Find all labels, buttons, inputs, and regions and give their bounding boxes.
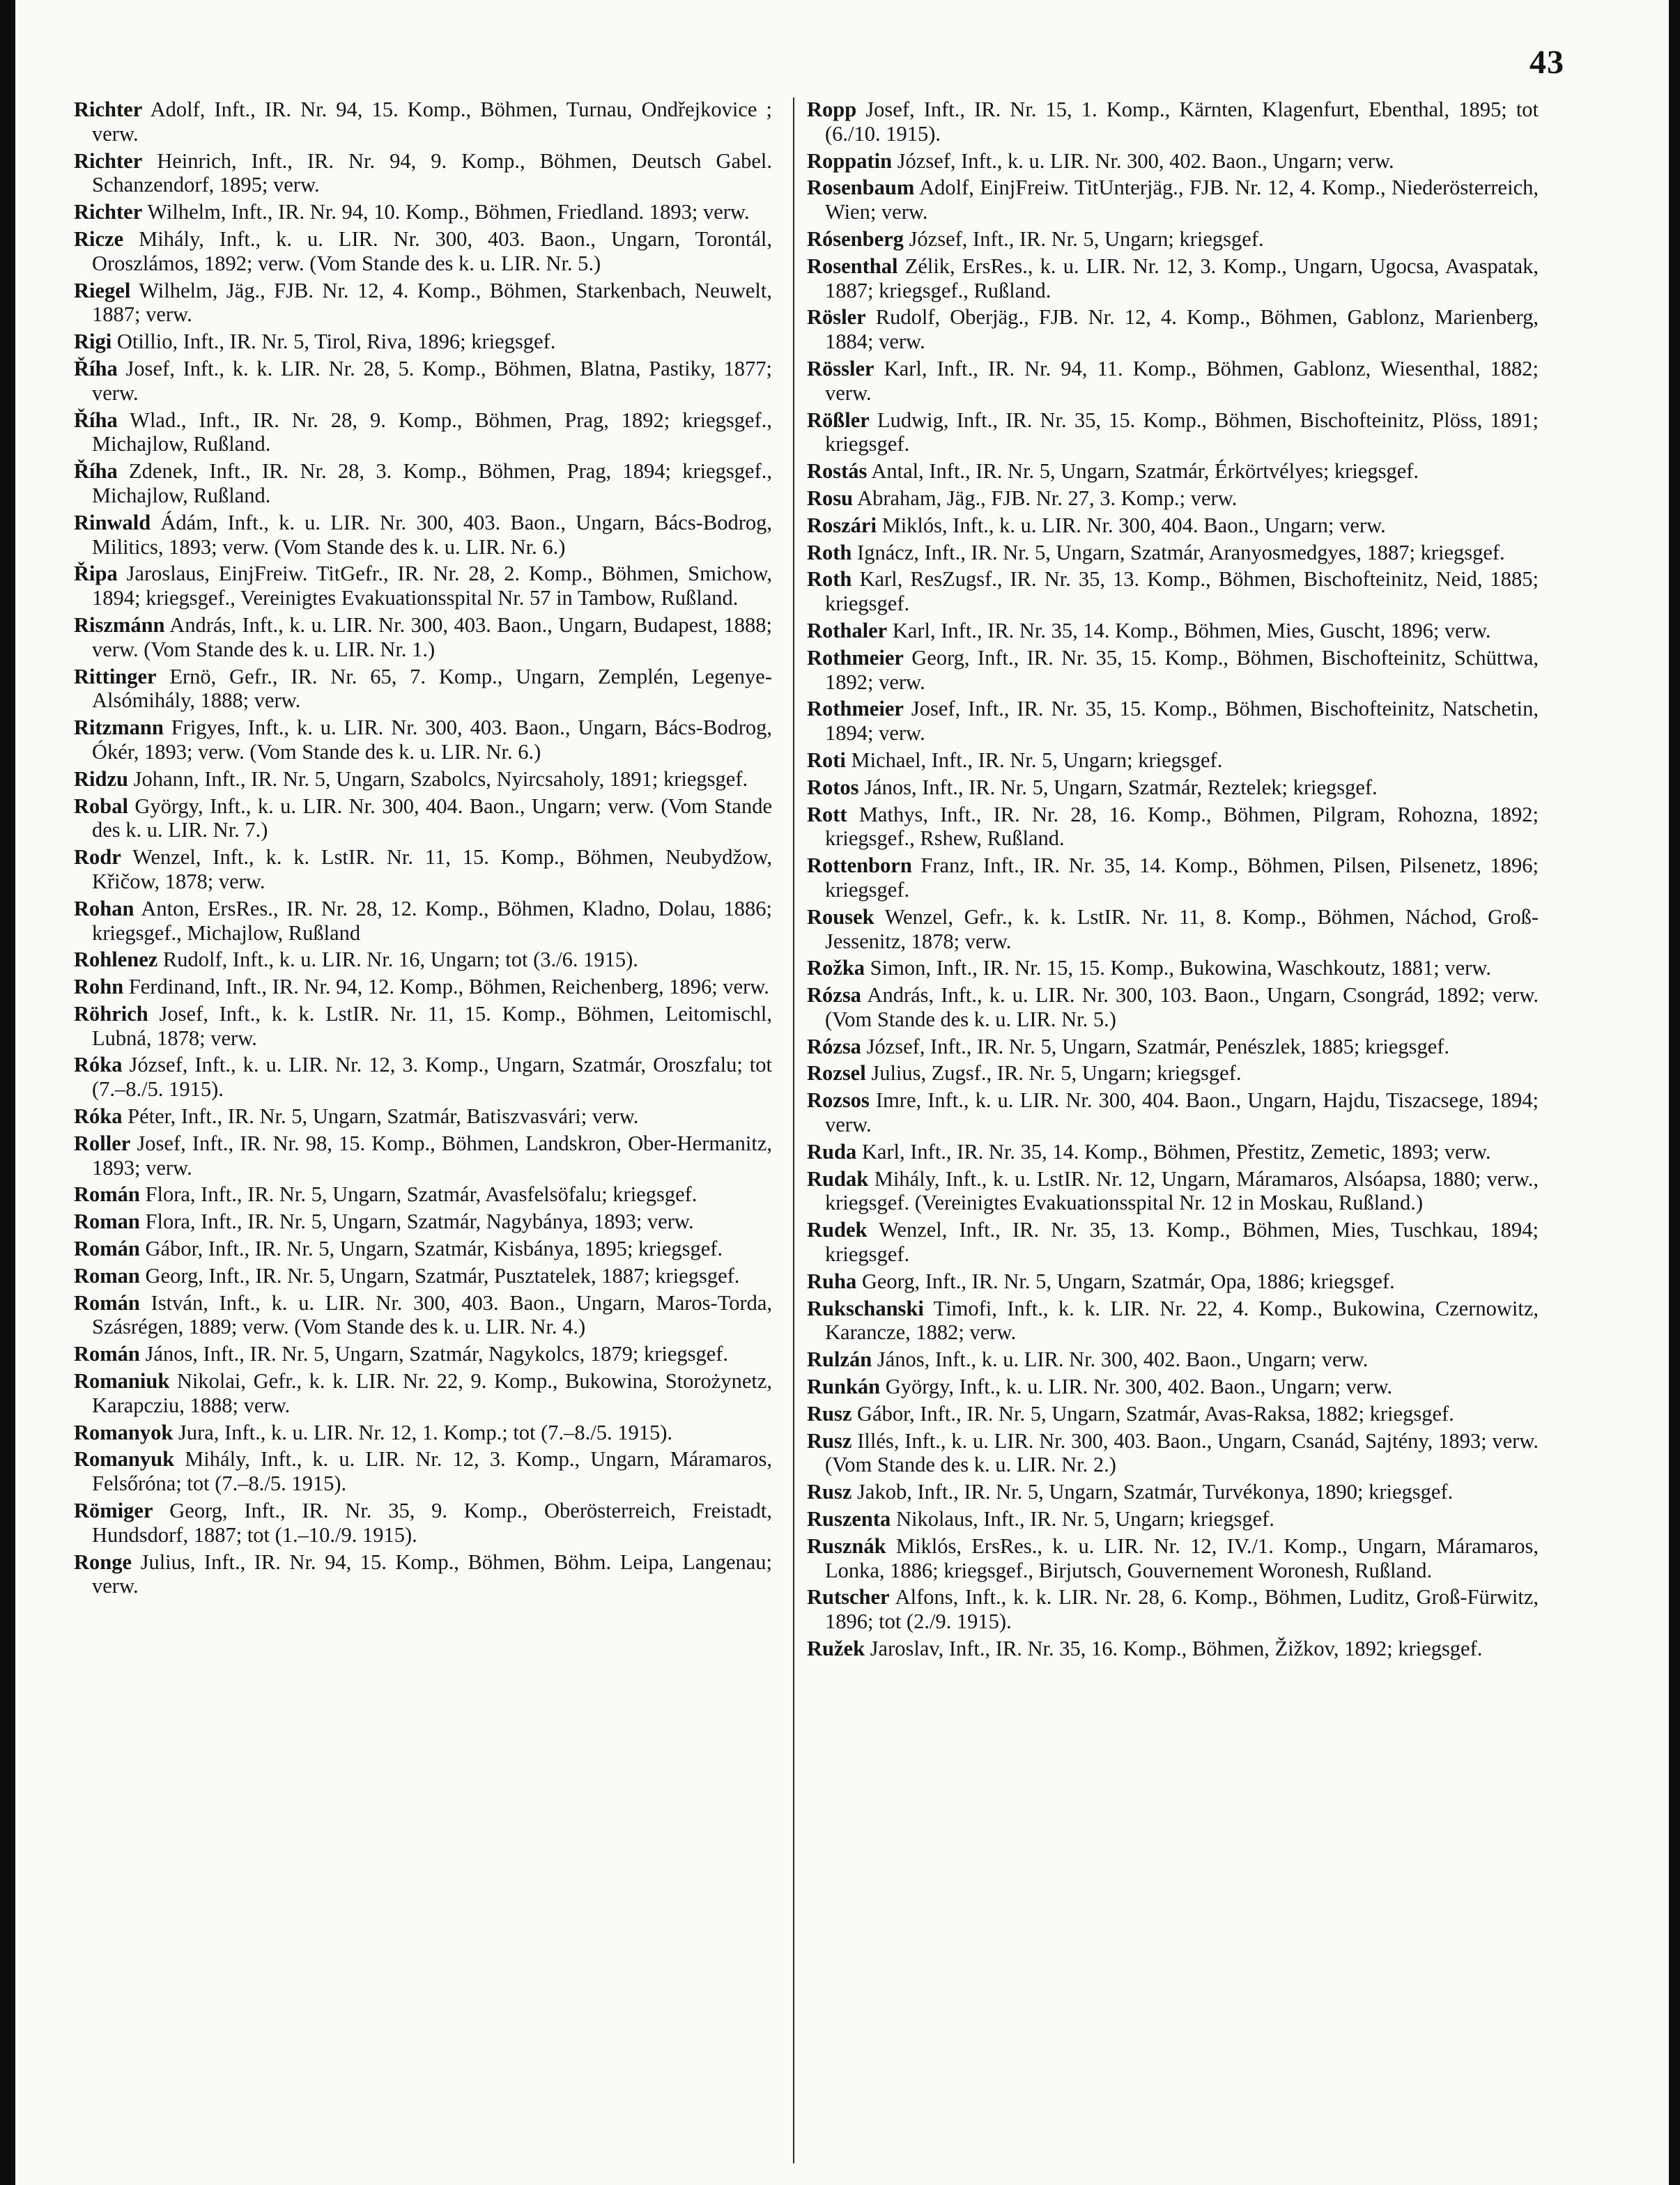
entry-details: Heinrich, Inft., IR. Nr. 94, 9. Komp., Böhmen, Deutsch Gabel. Schanzendorf, 1895; verw. (92, 148, 773, 197)
list-entry (74, 98, 772, 146)
list-entry (74, 897, 772, 945)
list-entry (807, 1218, 1539, 1267)
entry-surname: Roppatin (807, 148, 893, 173)
entry-details: Jaroslav, Inft., IR. Nr. 35, 16. Komp., Böhmen, Žižkov, 1892; kriegsgef. (870, 1637, 1483, 1661)
list-entry (807, 254, 1539, 303)
entry-surname: Rutscher (807, 1585, 890, 1609)
entry-surname: Rößler (807, 408, 870, 432)
list-entry (807, 748, 1539, 773)
list-entry (74, 1342, 772, 1366)
entry-details: Rudolf, Oberjäg., FJB. Nr. 12, 4. Komp., Böhmen, Gablonz, Marienberg, 1884; verw. (825, 305, 1539, 354)
list-entry (807, 956, 1539, 980)
list-entry (74, 716, 772, 764)
entry-details: Flora, Inft., IR. Nr. 5, Ungarn, Szatmár, Nagybánya, 1893; verw. (145, 1210, 694, 1234)
list-entry (74, 1264, 772, 1288)
entry-surname: Rösler (807, 305, 866, 330)
entry-details: Karl, ResZugsf., IR. Nr. 35, 13. Komp., Böhmen, Bischofteinitz, Neid, 1885; kriegsgef. (825, 567, 1539, 616)
entry-surname: Romanyuk (74, 1447, 175, 1472)
entry-surname: Rusznák (807, 1534, 886, 1558)
entry-surname: Roth (807, 540, 852, 564)
entry-details: Mihály, Inft., k. u. LIR. Nr. 12, 3. Komp., Ungarn, Máramaros, Felsőróna; tot (7.–8./5. 1915). (92, 1447, 772, 1496)
entry-surname: Rohlenez (74, 948, 158, 972)
entry-details: Gábor, Inft., IR. Nr. 5, Ungarn, Szatmár, Avas-Raksa, 1882; kriegsgef. (857, 1401, 1454, 1426)
entry-surname: Rozsos (807, 1088, 870, 1113)
list-entry (74, 1550, 772, 1599)
list-entry (74, 613, 772, 662)
list-entry (74, 1132, 772, 1180)
list-entry (807, 1269, 1539, 1294)
list-entry (807, 1534, 1539, 1583)
entry-surname: Román (74, 1342, 140, 1366)
entry-details: Georg, Inft., IR. Nr. 5, Ungarn, Szatmár, Pusztatelek, 1887; kriegsgef. (145, 1263, 740, 1288)
entry-surname: Ritzmann (74, 716, 164, 740)
entry-surname: Rothmeier (807, 645, 904, 670)
list-entry (807, 697, 1539, 746)
list-entry (807, 1035, 1539, 1059)
entry-details: Julius, Zugsf., IR. Nr. 5, Ungarn; kriegsgef. (871, 1061, 1242, 1086)
entry-surname: Román (74, 1237, 140, 1261)
list-entry (74, 1053, 772, 1102)
entry-surname: Riszmánn (74, 612, 165, 637)
left-column (74, 98, 772, 1601)
list-entry (807, 1061, 1539, 1086)
list-entry (807, 1297, 1539, 1345)
list-entry (74, 408, 772, 457)
entry-details: György, Inft., k. u. LIR. Nr. 300, 404. Baon., Ungarn; verw. (Vom Stande des k. u. LIR. Nr. 7.) (92, 794, 772, 842)
list-entry (74, 330, 772, 354)
entry-details: Zélik, ErsRes., k. u. LIR. Nr. 12, 3. Komp., Ungarn, Ugocsa, Avaspatak, 1887; kriegsgef., Rußland. (825, 254, 1539, 302)
list-entry (74, 149, 772, 198)
right-column (807, 98, 1539, 1664)
list-entry (74, 200, 772, 224)
entry-details: Karl, Inft., IR. Nr. 35, 14. Komp., Böhmen, Přestitz, Zemetic, 1893; verw. (861, 1139, 1491, 1164)
entry-surname: Rohn (74, 975, 124, 999)
entry-surname: Rosenthal (807, 254, 898, 278)
entry-surname: Rudek (807, 1218, 868, 1242)
entry-surname: Roman (74, 1210, 140, 1234)
entry-surname: Rudak (807, 1166, 869, 1191)
list-entry (74, 975, 772, 999)
entry-details: József, Inft., IR. Nr. 5, Ungarn, Szatmár, Penészlek, 1885; kriegsgef. (866, 1034, 1450, 1058)
entry-details: Johann, Inft., IR. Nr. 5, Ungarn, Szabolcs, Nyircsaholy, 1891; kriegsgef. (133, 766, 748, 791)
list-entry (74, 1210, 772, 1234)
entry-surname: Richter (74, 148, 143, 173)
entry-details: Zdenek, Inft., IR. Nr. 28, 3. Komp., Böhmen, Prag, 1894; kriegsgef., Michajlow, Rußland. (92, 459, 772, 507)
entry-details: Miklós, ErsRes., k. u. LIR. Nr. 12, IV./1. Komp., Ungarn, Máramaros, Lonka, 1886; kriegsgef., Birjutsch, Gouvernement Woronesh, Rußland. (825, 1534, 1539, 1582)
entry-surname: Říha (74, 459, 118, 484)
list-entry (807, 459, 1539, 484)
entry-surname: Richter (74, 98, 143, 121)
list-entry (74, 279, 772, 327)
list-entry (807, 357, 1539, 406)
entry-details: István, Inft., k. u. LIR. Nr. 300, 403. Baon., Ungarn, Maros-Torda, Szásrégen, 1889; verw. (Vom Stande des k. u. LIR. Nr. 4.) (92, 1290, 773, 1339)
entry-surname: Rinwald (74, 510, 151, 534)
entry-surname: Rothaler (807, 618, 888, 642)
entry-surname: Ridzu (74, 766, 128, 791)
entry-surname: Romanyok (74, 1420, 174, 1444)
entry-surname: Rössler (807, 356, 874, 380)
list-entry (74, 459, 772, 508)
list-entry (807, 775, 1539, 800)
list-entry (807, 854, 1539, 902)
entry-surname: Říha (74, 408, 118, 432)
list-entry (807, 1585, 1539, 1634)
entry-details: Josef, Inft., k. k. LstIR. Nr. 11, 15. Komp., Böhmen, Leitomischl, Lubná, 1878; verw. (92, 1001, 772, 1050)
entry-surname: Rukschanski (807, 1296, 924, 1320)
list-entry (74, 1421, 772, 1445)
entry-details: Ferdinand, Inft., IR. Nr. 94, 12. Komp., Böhmen, Reichenberg, 1896; verw. (128, 975, 769, 999)
entry-details: Abraham, Jäg., FJB. Nr. 27, 3. Komp.; verw. (857, 486, 1238, 510)
entry-surname: Robal (74, 794, 128, 818)
list-entry (807, 1637, 1539, 1661)
entry-surname: Rósenberg (807, 226, 904, 251)
list-entry (74, 767, 772, 792)
entry-details: Flora, Inft., IR. Nr. 5, Ungarn, Szatmár, Avasfelsöfalu; kriegsgef. (145, 1182, 698, 1207)
entry-details: Illés, Inft., k. u. LIR. Nr. 300, 403. Baon., Ungarn, Csanád, Sajtény, 1893; verw. (Vom Stande des k. u. LIR. Nr. 2.) (825, 1428, 1539, 1477)
entry-surname: Rosu (807, 486, 854, 510)
entry-details: Josef, Inft., IR. Nr. 15, 1. Komp., Kärnten, Klagenfurt, Ebenthal, 1895; tot (6./10. 1915). (825, 98, 1539, 146)
entry-details: Georg, Inft., IR. Nr. 35, 15. Komp., Böhmen, Bischofteinitz, Schüttwa, 1892; verw. (825, 645, 1539, 694)
entry-details: Miklós, Inft., k. u. LIR. Nr. 300, 404. Baon., Ungarn; verw. (881, 513, 1386, 537)
entry-details: Anton, ErsRes., IR. Nr. 28, 12. Komp., Böhmen, Kladno, Dolau, 1886; kriegsgef., Michajlow, Rußland (92, 896, 773, 945)
entry-details: Wlad., Inft., IR. Nr. 28, 9. Komp., Böhmen, Prag, 1892; kriegsgef., Michajlow, Rußland. (92, 408, 772, 456)
list-entry (74, 1499, 772, 1547)
list-entry (807, 514, 1539, 538)
entry-surname: Riegel (74, 278, 131, 302)
entry-surname: Rosenbaum (807, 176, 915, 200)
list-entry (74, 1291, 772, 1340)
list-entry (807, 149, 1539, 173)
list-entry (74, 1237, 772, 1261)
entry-surname: Rusz (807, 1428, 852, 1453)
list-entry (807, 1140, 1539, 1164)
entry-details: Josef, Inft., k. k. LIR. Nr. 28, 5. Komp., Böhmen, Blatna, Pastiky, 1877; verw. (92, 356, 773, 405)
list-entry (807, 983, 1539, 1032)
list-entry (807, 803, 1539, 851)
entry-surname: Ricze (74, 226, 124, 251)
list-entry (807, 1402, 1539, 1426)
entry-details: Imre, Inft., k. u. LIR. Nr. 300, 404. Baon., Ungarn, Hajdu, Tiszacsege, 1894; verw. (825, 1088, 1539, 1137)
entry-surname: Říha (74, 356, 118, 380)
list-entry (807, 98, 1539, 146)
entry-details: Ernö, Gefr., IR. Nr. 65, 7. Komp., Ungarn, Zemplén, Legenye-Alsómihály, 1888; verw. (92, 664, 772, 713)
entry-surname: Řipa (74, 562, 118, 586)
entry-surname: Roth (807, 567, 852, 592)
entry-details: Frigyes, Inft., k. u. LIR. Nr. 300, 403. Baon., Ungarn, Bács-Bodrog, Ókér, 1893; verw. (Vom Stande des k. u. LIR. Nr. 6.) (92, 716, 772, 764)
entry-surname: Richter (74, 200, 143, 224)
list-entry (807, 227, 1539, 252)
list-entry (807, 1480, 1539, 1504)
entry-surname: Rusz (807, 1401, 852, 1426)
page-number: 43 (1529, 44, 1564, 81)
entry-details: Ádám, Inft., k. u. LIR. Nr. 300, 403. Baon., Ungarn, Bács-Bodrog, Militics, 1893; verw. (Vom Stande des k. u. LIR. Nr. 6.) (92, 510, 772, 559)
list-entry (807, 1348, 1539, 1372)
entry-surname: Rittinger (74, 664, 157, 688)
entry-details: Jura, Inft., k. u. LIR. Nr. 12, 1. Komp.; tot (7.–8./5. 1915). (178, 1420, 673, 1444)
entry-details: János, Inft., k. u. LIR. Nr. 300, 402. Baon., Ungarn; verw. (877, 1348, 1369, 1372)
list-entry (807, 1088, 1539, 1137)
entry-surname: Román (74, 1290, 140, 1315)
entry-details: Wenzel, Inft., k. k. LstIR. Nr. 11, 15. Komp., Böhmen, Neubydžow, Křičow, 1878; verw. (92, 845, 773, 893)
entry-details: Karl, Inft., IR. Nr. 35, 14. Komp., Böhmen, Mies, Guscht, 1896; verw. (892, 618, 1491, 642)
entry-surname: Römiger (74, 1499, 153, 1523)
entry-details: Josef, Inft., IR. Nr. 35, 15. Komp., Böhmen, Bischofteinitz, Natschetin, 1894; verw. (825, 697, 1539, 746)
list-entry (74, 1447, 772, 1496)
list-entry (74, 665, 772, 713)
entry-surname: Rott (807, 802, 847, 826)
entry-details: Rudolf, Inft., k. u. LIR. Nr. 16, Ungarn; tot (3./6. 1915). (162, 948, 638, 972)
list-entry (74, 794, 772, 843)
entry-details: János, Inft., IR. Nr. 5, Ungarn, Szatmár, Nagykolcs, 1879; kriegsgef. (145, 1342, 729, 1366)
entry-details: Ignácz, Inft., IR. Nr. 5, Ungarn, Szatmár, Aranyosmedgyes, 1887; kriegsgef. (857, 540, 1505, 564)
column-divider (793, 98, 794, 2163)
entry-details: Karl, Inft., IR. Nr. 94, 11. Komp., Böhmen, Gablonz, Wiesenthal, 1882; verw. (825, 356, 1539, 405)
entry-details: Timofi, Inft., k. k. LIR. Nr. 22, 4. Komp., Bukowina, Czernowitz, Karancze, 1882; verw. (825, 1296, 1539, 1345)
entry-details: Péter, Inft., IR. Nr. 5, Ungarn, Szatmár, Batiszvasvári; verw. (128, 1104, 639, 1129)
entry-surname: Rousek (807, 904, 874, 929)
entry-surname: Rottenborn (807, 854, 912, 878)
entry-details: Simon, Inft., IR. Nr. 15, 15. Komp., Bukowina, Waschkoutz, 1881; verw. (870, 956, 1491, 980)
entry-details: Wilhelm, Jäg., FJB. Nr. 12, 4. Komp., Böhmen, Starkenbach, Neuwelt, 1887; verw. (92, 278, 772, 327)
list-entry (807, 646, 1539, 695)
entry-surname: Ruszenta (807, 1507, 891, 1531)
entry-surname: Román (74, 1182, 140, 1207)
entry-details: György, Inft., k. u. LIR. Nr. 300, 402. Baon., Ungarn; verw. (885, 1375, 1393, 1399)
entry-surname: Rózsa (807, 1034, 861, 1058)
entry-details: Georg, Inft., IR. Nr. 35, 9. Komp., Oberösterreich, Freistadt, Hundsdorf, 1887; tot (1.–10./9. 1915). (92, 1499, 773, 1547)
entry-surname: Róka (74, 1104, 123, 1129)
list-entry (74, 1104, 772, 1129)
entry-details: Mihály, Inft., k. u. LIR. Nr. 300, 403. Baon., Ungarn, Torontál, Oroszlámos, 1892; verw. (Vom Stande des k. u. LIR. Nr. 5.) (92, 226, 773, 275)
list-entry (74, 1182, 772, 1207)
entry-details: Michael, Inft., IR. Nr. 5, Ungarn; kriegsgef. (851, 748, 1223, 772)
list-entry (807, 1375, 1539, 1399)
entry-details: Georg, Inft., IR. Nr. 5, Ungarn, Szatmár, Opa, 1886; kriegsgef. (861, 1269, 1395, 1293)
entry-surname: Rostás (807, 459, 868, 484)
entry-surname: Runkán (807, 1375, 881, 1399)
entry-details: Gábor, Inft., IR. Nr. 5, Ungarn, Szatmár, Kisbánya, 1895; kriegsgef. (145, 1237, 723, 1261)
list-entry (74, 948, 772, 972)
list-entry (807, 176, 1539, 224)
entry-details: Alfons, Inft., k. k. LIR. Nr. 28, 6. Komp., Böhmen, Luditz, Groß-Fürwitz, 1896; tot (2./9. 1915). (825, 1585, 1539, 1634)
entry-details: József, Inft., k. u. LIR. Nr. 300, 402. Baon., Ungarn; verw. (897, 148, 1394, 173)
entry-surname: Rožka (807, 956, 865, 980)
list-entry (807, 408, 1539, 457)
entry-details: Nikolaus, Inft., IR. Nr. 5, Ungarn; kriegsgef. (895, 1507, 1274, 1531)
list-entry (807, 1167, 1539, 1216)
entry-surname: Rotos (807, 775, 859, 799)
entry-details: András, Inft., k. u. LIR. Nr. 300, 103. Baon., Ungarn, Csongrád, 1892; verw. (Vom Stande des k. u. LIR. Nr. 5.) (825, 983, 1539, 1031)
entry-details: János, Inft., IR. Nr. 5, Ungarn, Szatmár, Reztelek; kriegsgef. (864, 775, 1378, 799)
entry-details: Antal, Inft., IR. Nr. 5, Ungarn, Szatmár, Érkörtvélyes; kriegsgef. (871, 459, 1419, 484)
entry-details: Ludwig, Inft., IR. Nr. 35, 15. Komp., Böhmen, Bischofteinitz, Plöss, 1891; kriegsgef. (825, 408, 1539, 456)
entry-details: Wilhelm, Inft., IR. Nr. 94, 10. Komp., Böhmen, Friedland. 1893; verw. (147, 200, 750, 224)
entry-surname: Roti (807, 748, 846, 772)
list-entry (807, 905, 1539, 954)
entry-surname: Rothmeier (807, 697, 904, 721)
entry-surname: Ruda (807, 1139, 857, 1164)
entry-surname: Rusz (807, 1480, 852, 1504)
entry-surname: Röhrich (74, 1001, 148, 1026)
entry-details: Wenzel, Inft., IR. Nr. 35, 13. Komp., Böhmen, Mies, Tuschkau, 1894; kriegsgef. (825, 1218, 1539, 1267)
entry-details: András, Inft., k. u. LIR. Nr. 300, 403. Baon., Ungarn, Budapest, 1888; verw. (Vom Stande des k. u. LIR. Nr. 1.) (92, 612, 772, 661)
list-entry (807, 486, 1539, 511)
list-entry (807, 1507, 1539, 1531)
entry-surname: Roszári (807, 513, 877, 537)
entry-surname: Rigi (74, 330, 112, 354)
list-entry (74, 357, 772, 406)
entry-details: Mihály, Inft., k. u. LstIR. Nr. 12, Ungarn, Máramaros, Alsóapsa, 1880; verw., kriegsgef. (Vereinigtes Evakuationsspital Nr. 12 in Moskau, Rußland.) (825, 1166, 1539, 1215)
entry-surname: Ronge (74, 1550, 132, 1574)
list-entry (74, 845, 772, 894)
list-entry (807, 305, 1539, 354)
entry-surname: Rózsa (807, 983, 861, 1007)
list-entry (74, 1002, 772, 1051)
list-entry (74, 562, 772, 610)
entry-details: Otillio, Inft., IR. Nr. 5, Tirol, Riva, 1896; kriegsgef. (116, 330, 556, 354)
entry-surname: Rozsel (807, 1061, 866, 1086)
entry-surname: Ružek (807, 1637, 865, 1661)
entry-surname: Ropp (807, 98, 857, 121)
entry-details: Jaroslaus, EinjFreiw. TitGefr., IR. Nr. 28, 2. Komp., Böhmen, Smichow, 1894; kriegsgef., Vereinigtes Evakuationsspital Nr. 57 in Tambow, Rußland. (92, 562, 772, 610)
entry-details: József, Inft., IR. Nr. 5, Ungarn; kriegsgef. (909, 226, 1264, 251)
entry-surname: Roman (74, 1263, 140, 1288)
entry-details: Mathys, Inft., IR. Nr. 28, 16. Komp., Böhmen, Pilgram, Rohozna, 1892; kriegsgef., Rshew, Rußland. (825, 802, 1539, 851)
entry-details: Nikolai, Gefr., k. k. LIR. Nr. 22, 9. Komp., Bukowina, Storożynetz, Karapcziu, 1888; verw. (92, 1369, 772, 1417)
list-entry (807, 619, 1539, 643)
list-entry (74, 511, 772, 559)
list-entry (74, 227, 772, 276)
entry-details: Josef, Inft., IR. Nr. 98, 15. Komp., Böhmen, Landskron, Ober-Hermanitz, 1893; verw. (92, 1131, 772, 1180)
entry-surname: Ruha (807, 1269, 857, 1293)
list-entry (807, 567, 1539, 616)
entry-surname: Roller (74, 1131, 131, 1155)
entry-details: Julius, Inft., IR. Nr. 94, 15. Komp., Böhmen, Böhm. Leipa, Langenau; verw. (92, 1550, 773, 1598)
list-entry (807, 1429, 1539, 1478)
entry-details: Franz, Inft., IR. Nr. 35, 14. Komp., Böhmen, Pilsen, Pilsenetz, 1896; kriegsgef. (825, 854, 1539, 902)
entry-details: József, Inft., k. u. LIR. Nr. 12, 3. Komp., Ungarn, Szatmár, Oroszfalu; tot (7.–8./5. 1915). (92, 1053, 773, 1102)
entry-surname: Romaniuk (74, 1369, 170, 1393)
entry-surname: Rulzán (807, 1348, 872, 1372)
entry-surname: Rodr (74, 845, 121, 870)
list-entry (74, 1369, 772, 1418)
list-entry (807, 541, 1539, 565)
entry-details: Wenzel, Gefr., k. k. LstIR. Nr. 11, 8. Komp., Böhmen, Náchod, Groß-Jessenitz, 1878; verw. (825, 904, 1539, 953)
entry-details: Adolf, Inft., IR. Nr. 94, 15. Komp., Böhmen, Turnau, Ondřejkovice ; verw. (92, 98, 772, 146)
entry-surname: Róka (74, 1053, 123, 1077)
entry-details: Jakob, Inft., IR. Nr. 5, Ungarn, Szatmár, Turvékonya, 1890; kriegsgef. (857, 1480, 1454, 1504)
entry-surname: Rohan (74, 896, 134, 920)
entry-details: Adolf, EinjFreiw. TitUnterjäg., FJB. Nr. 12, 4. Komp., Niederösterreich, Wien; verw. (825, 176, 1539, 224)
